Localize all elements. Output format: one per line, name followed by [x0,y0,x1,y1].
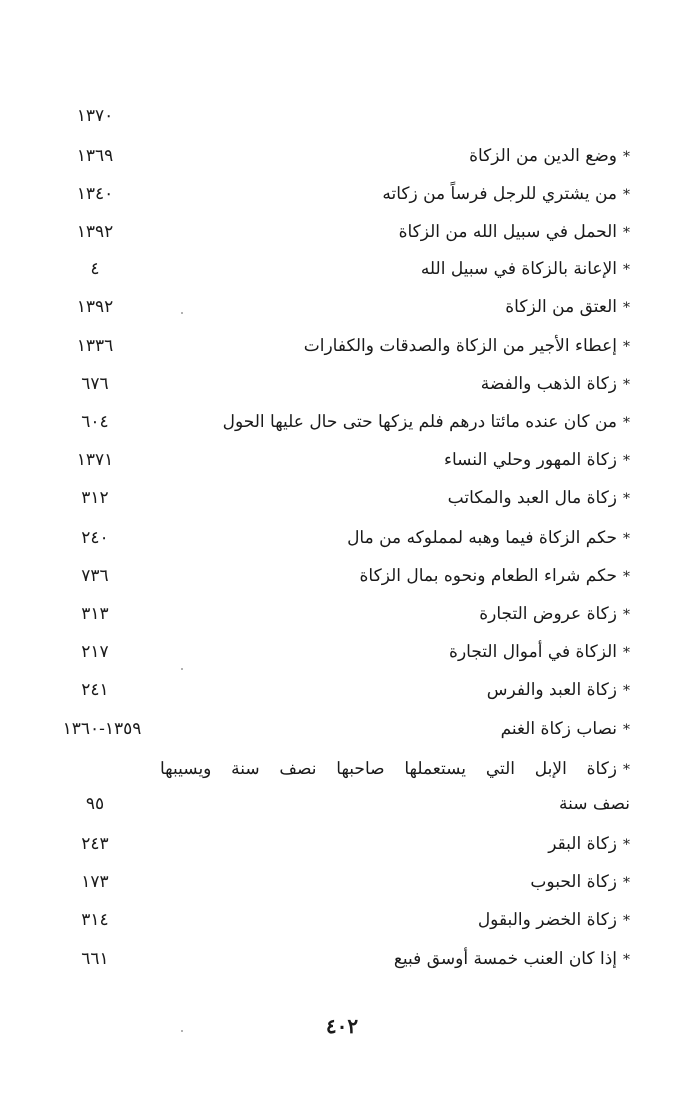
index-entry [160,751,630,788]
index-entry [548,826,630,863]
entry-title: وضع الدين من الزكاة [469,146,617,166]
index-entry [360,558,630,595]
entry-title: زكاة عروض التجارة [479,604,617,624]
bullet-star-icon: * [623,569,630,585]
index-row [40,442,630,478]
bullet-star-icon: * [623,952,630,968]
index-entry [487,672,630,709]
page-ref: ١٣٧٠ [76,106,114,126]
page-ref: ٣١٣ [81,604,109,624]
index-row [40,138,630,174]
entry-title: زكاة مال العبد والمكاتب [447,488,617,508]
bullet-star-icon: * [623,339,630,355]
entry-title: زكاة الذهب والفضة [480,374,617,394]
bullet-star-icon: * [623,762,630,778]
page-ref: ٩٥ [85,794,105,814]
entry-title: إعطاء الأجير من الزكاة والصدقات والكفارات [303,336,617,356]
entry-title: إذا كان العنب خمسة أوسق فبيع [393,949,617,969]
bullet-star-icon: * [623,187,630,203]
page-ref: ١٣٤٠ [76,184,114,204]
entry-title: الحمل في سبيل الله من الزكاة [398,222,617,242]
page-ref: ٤ [90,259,100,279]
index-entry [304,328,630,365]
bullet-star-icon: * [623,722,630,738]
bullet-star-icon: * [623,453,630,469]
page-ref: ١٣٥٩-١٣٦٠ [62,719,142,739]
page-ref: ١٣٩٢ [76,297,114,317]
page-ref: ١٣٣٦ [76,336,114,356]
index-row [40,520,630,556]
index-entry [347,520,630,557]
index-row [40,786,630,822]
page-ref: ١٣٧١ [76,450,114,470]
index-row [40,711,630,747]
index-entry [449,634,630,671]
entry-title: من كان عنده مائتا درهم فلم يزكها حتى حال عليها الحول [222,412,617,432]
bullet-star-icon: * [623,491,630,507]
index-row [40,672,630,708]
bullet-star-icon: * [623,415,630,431]
index-row [40,751,630,787]
index-row [40,404,630,440]
page-ref: ٢٤٣ [81,834,109,854]
page-ref: ٦٧٦ [81,374,109,394]
page-ref: ٦٦١ [81,949,109,969]
page-ref: ١٧٣ [81,872,109,892]
index-row [40,634,630,670]
index-entry [448,480,630,517]
index-entry [481,366,630,403]
page-ref: ٧٣٦ [81,566,109,586]
index-row [40,251,630,287]
page-ref: ٦٠٤ [81,412,109,432]
index-row [40,902,630,938]
bullet-star-icon: * [623,913,630,929]
entry-title: حكم الزكاة فيما وهبه لمملوكه من مال [347,528,617,548]
index-entry [394,941,630,978]
scan-speck [181,668,183,670]
entry-title: حكم شراء الطعام ونحوه بمال الزكاة [359,566,617,586]
entry-title: الزكاة في أموال التجارة [449,642,617,662]
index-entry [444,442,630,479]
index-entry [469,138,630,175]
page-ref: ٢٤١ [81,680,109,700]
index-row [40,864,630,900]
entry-title: من يشتري للرجل فرساً من زكاته [382,184,617,204]
index-row [40,328,630,364]
entry-title: زكاة البقر [548,834,617,854]
entry-title: زكاة المهور وحلي النساء [443,450,617,470]
bullet-star-icon: * [623,607,630,623]
entry-title: الإعانة بالزكاة في سبيل الله [420,259,617,279]
index-entry [479,596,630,633]
bullet-star-icon: * [623,837,630,853]
bullet-star-icon: * [623,262,630,278]
page-number: ٤٠٢ [325,1014,359,1038]
entry-title: نصاب زكاة الغنم [500,719,617,739]
index-row [40,176,630,212]
index-row [40,98,630,134]
index-row [40,941,630,977]
entry-title: زكاة الإبل التي يستعملها صاحبها نصف سنة ويسيبها [160,759,617,779]
index-row [40,826,630,862]
page-ref: ١٣٩٢ [76,222,114,242]
entry-title: زكاة الحبوب [530,872,617,892]
index-row [40,289,630,325]
index-row [40,596,630,632]
index-row [40,366,630,402]
bullet-star-icon: * [623,683,630,699]
index-entry [530,864,630,901]
page-ref: ٣١٤ [81,910,109,930]
page-ref: ٢١٧ [81,642,109,662]
index-entry [223,404,630,441]
scan-speck [181,312,183,314]
bullet-star-icon: * [623,875,630,891]
entry-title: زكاة الخضر والبقول [477,910,617,930]
bullet-star-icon: * [623,149,630,165]
index-row [40,558,630,594]
index-entry [421,251,630,288]
page-ref: ٣١٢ [81,488,109,508]
page-ref: ٢٤٠ [81,528,109,548]
scan-speck [181,1030,183,1032]
bullet-star-icon: * [623,645,630,661]
index-entry [399,214,630,251]
index-entry [478,902,630,939]
bullet-star-icon: * [623,531,630,547]
bullet-star-icon: * [623,225,630,241]
entry-continuation: نصف سنة [559,794,630,814]
entry-title: زكاة العبد والفرس [486,680,617,700]
index-entry [382,176,630,213]
index-entry [501,711,630,748]
bullet-star-icon: * [623,377,630,393]
index-entry [505,289,630,326]
index-row [40,480,630,516]
page-ref: ١٣٦٩ [76,146,114,166]
index-row [40,214,630,250]
entry-title: العتق من الزكاة [505,297,617,317]
bullet-star-icon: * [623,300,630,316]
